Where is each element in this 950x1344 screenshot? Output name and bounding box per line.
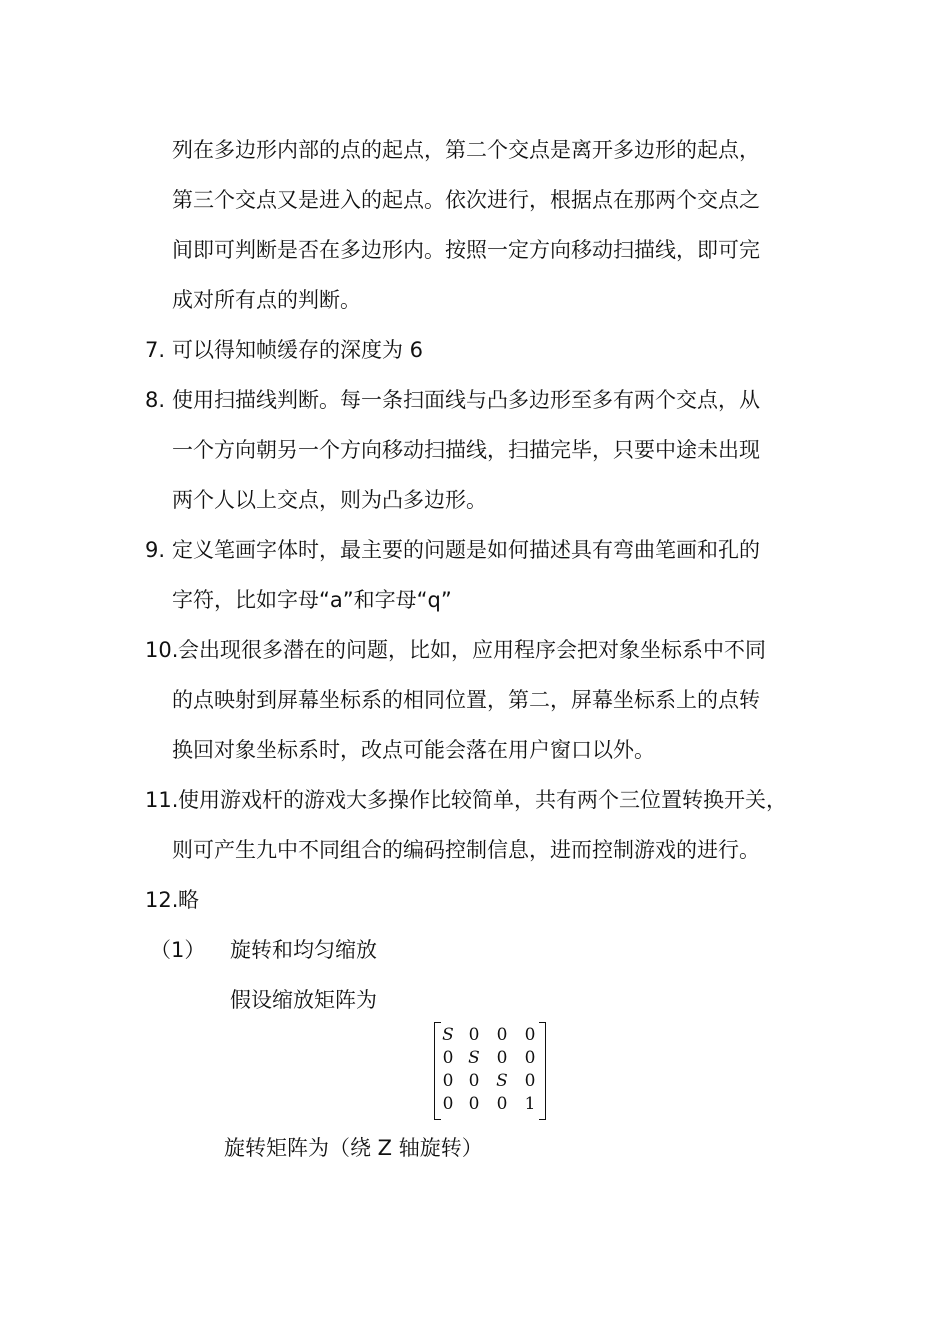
text-line: 间即可判断是否在多边形内。按照一定方向移动扫描线，即可完 (172, 238, 760, 262)
matrix-cell: 0 (496, 1094, 508, 1114)
text-line: 可以得知帧缓存的深度为 6 (172, 338, 424, 362)
matrix-cell: S (496, 1071, 508, 1091)
text-line: 列在多边形内部的点的起点，第二个交点是离开多边形的起点， (172, 138, 760, 162)
text-line: 的点映射到屏幕坐标系的相同位置，第二，屏幕坐标系上的点转 (172, 688, 760, 712)
sub-item-number: （1） (150, 938, 206, 962)
matrix-cell: 0 (442, 1071, 454, 1091)
matrix-cell: 0 (496, 1025, 508, 1045)
text-line: 会出现很多潜在的问题，比如，应用程序会把对象坐标系中不同 (178, 638, 766, 662)
item-number: 8. (145, 388, 166, 412)
text-line: 则可产生九中不同组合的编码控制信息，进而控制游戏的进行。 (172, 838, 760, 862)
matrix-cell: 0 (468, 1094, 480, 1114)
matrix-cell: 0 (442, 1048, 454, 1068)
text-line: 换回对象坐标系时，改点可能会落在用户窗口以外。 (172, 738, 655, 762)
scale-matrix (434, 1022, 546, 1118)
matrix-cell: 0 (468, 1025, 480, 1045)
text-line: 略 (178, 888, 199, 912)
item-number: 10. (145, 638, 179, 662)
item-number: 7. (145, 338, 166, 362)
text-line: 一个方向朝另一个方向移动扫描线，扫描完毕，只要中途未出现 (172, 438, 760, 462)
item-number: 12. (145, 888, 179, 912)
text-line: 定义笔画字体时，最主要的问题是如何描述具有弯曲笔画和孔的 (172, 538, 760, 562)
matrix-cell: 0 (468, 1071, 480, 1091)
matrix-cell: 0 (442, 1094, 454, 1114)
text-line: 字符，比如字母“a”和字母“q” (172, 588, 452, 612)
matrix-cell: 0 (496, 1048, 508, 1068)
matrix-cell: 0 (524, 1048, 536, 1068)
text-line: 使用扫描线判断。每一条扫面线与凸多边形至多有两个交点，从 (172, 388, 760, 412)
text-line: 两个人以上交点，则为凸多边形。 (172, 488, 487, 512)
text-line: 使用游戏杆的游戏大多操作比较简单，共有两个三位置转换开关， (178, 788, 787, 812)
matrix-cell: S (468, 1048, 480, 1068)
matrix-cell: 0 (524, 1071, 536, 1091)
matrix-cell: S (442, 1025, 454, 1045)
text-line: 成对所有点的判断。 (172, 288, 361, 312)
matrix-cell: 1 (524, 1094, 536, 1114)
item-number: 9. (145, 538, 166, 562)
matrix-right-bracket (539, 1022, 546, 1120)
matrix-cell: 0 (524, 1025, 536, 1045)
sub-item-title: 旋转和均匀缩放 (230, 938, 377, 962)
scale-matrix-intro: 假设缩放矩阵为 (230, 988, 377, 1012)
text-line: 第三个交点又是进入的起点。依次进行，根据点在那两个交点之 (172, 188, 760, 212)
rotation-matrix-intro: 旋转矩阵为（绕 Z 轴旋转） (224, 1136, 483, 1160)
item-number: 11. (145, 788, 179, 812)
